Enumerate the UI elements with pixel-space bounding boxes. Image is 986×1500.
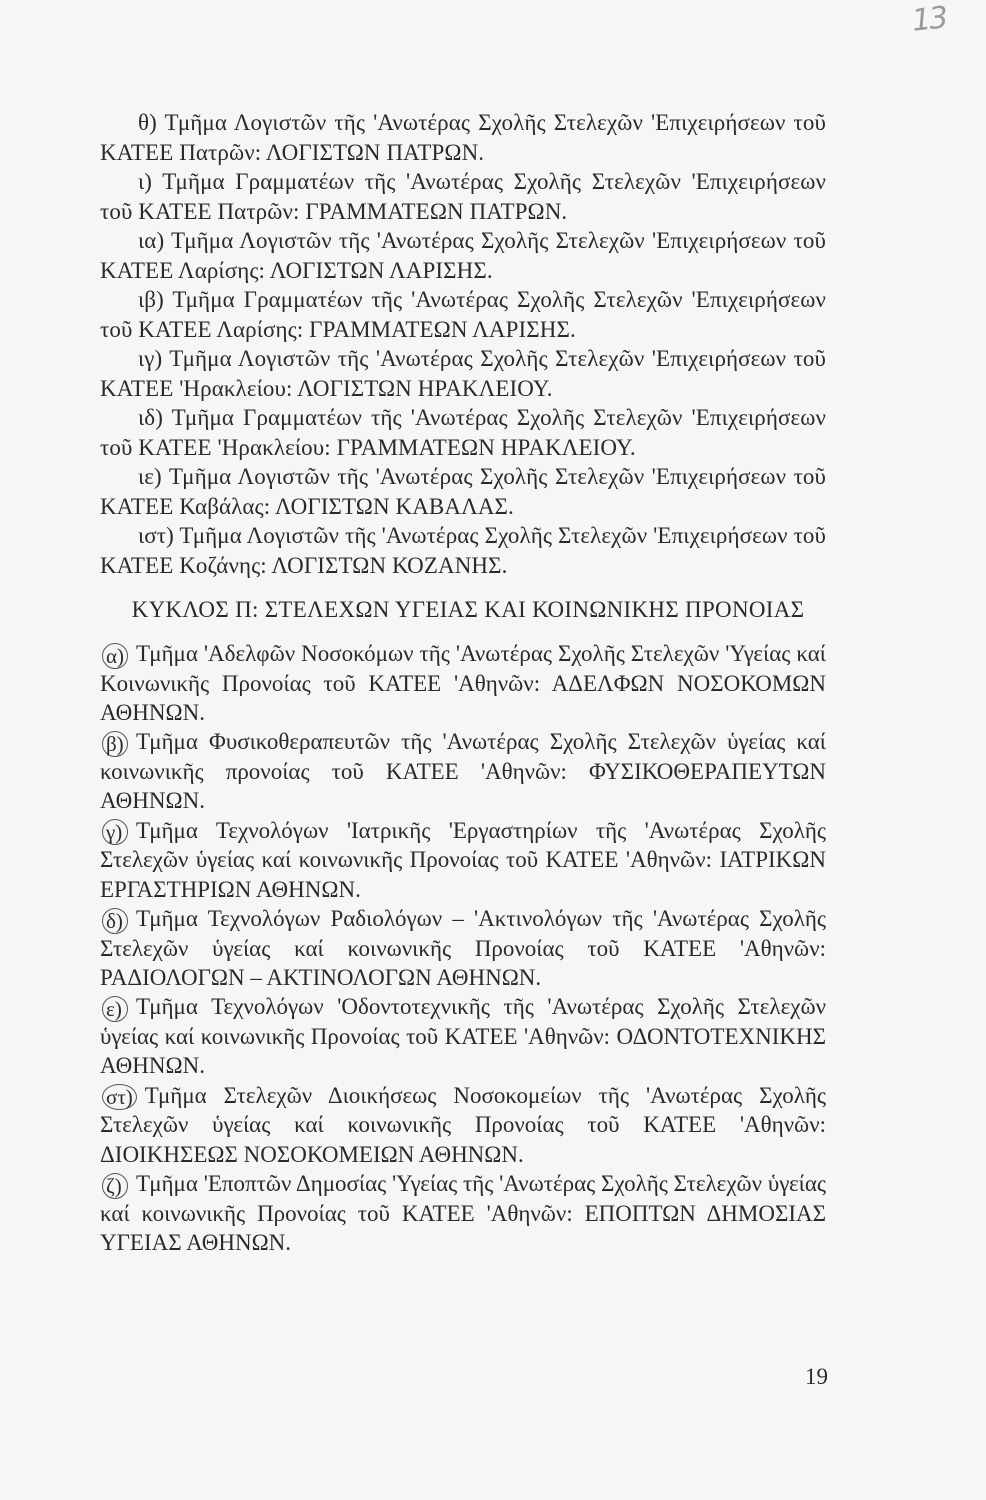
list-item: ιε) Τμῆμα Λογιστῶν τῆς 'Ανωτέρας Σχολῆς Στελεχῶν 'Επιχειρήσεων τοῦ ΚΑΤΕΕ Καβάλας: ΛΟΓΙΣΤΩΝ ΚΑΒΑΛΑΣ. — [100, 464, 826, 519]
circled-list-item — [100, 904, 826, 992]
list-item: ιγ) Τμῆμα Λογιστῶν τῆς 'Ανωτέρας Σχολῆς Στελεχῶν 'Επιχειρήσεων τοῦ ΚΑΤΕΕ 'Ηρακλείου: ΛΟΓΙΣΤΩΝ ΗΡΑΚΛΕΙΟΥ. — [100, 346, 826, 401]
list-item: ιστ) Τμῆμα Λογιστῶν τῆς 'Ανωτέρας Σχολῆς Στελεχῶν 'Επιχειρήσεων τοῦ ΚΑΤΕΕ Κοζάνης: ΛΟΓΙΣΤΩΝ ΚΟΖΑΝΗΣ. — [100, 523, 826, 578]
circled-list-item — [100, 1169, 826, 1257]
list-item-text: Τμῆμα 'Εποπτῶν Δημοσίας 'Υγείας τῆς 'Ανωτέρας Σχολῆς Στελεχῶν ὑγείας καί κοινωνικῆς Προνοίας τοῦ ΚΑΤΕΕ 'Αθηνῶν: ΕΠΟΠΤΩΝ ΔΗΜΟΣΙΑΣ ΥΓΕΙΑΣ ΑΘΗΝΩΝ. — [100, 1170, 826, 1255]
list-item: θ) Τμῆμα Λογιστῶν τῆς 'Ανωτέρας Σχολῆς Στελεχῶν 'Επιχειρήσεων τοῦ ΚΑΤΕΕ Πατρῶν: ΛΟΓΙΣΤΩΝ ΠΑΤΡΩΝ. — [100, 110, 826, 165]
list-item: ια) Τμῆμα Λογιστῶν τῆς 'Ανωτέρας Σχολῆς Στελεχῶν 'Επιχειρήσεων τοῦ ΚΑΤΕΕ Λαρίσης: ΛΟΓΙΣΤΩΝ ΛΑΡΙΣΗΣ. — [100, 228, 826, 283]
circled-marker: ζ) — [102, 1173, 128, 1199]
circled-marker: στ) — [102, 1084, 137, 1110]
handwritten-page-mark: 13 — [910, 0, 948, 39]
list-item: ι) Τμῆμα Γραμματέων τῆς 'Ανωτέρας Σχολῆς Στελεχῶν 'Επιχειρήσεων τοῦ ΚΑΤΕΕ Πατρῶν: ΓΡΑΜΜΑΤΕΩΝ ΠΑΤΡΩΝ. — [100, 169, 826, 224]
list-item-text: Τμῆμα Στελεχῶν Διοικήσεως Νοσοκομείων τῆς 'Ανωτέρας Σχολῆς Στελεχῶν ὑγείας καί κοινωνικῆς Προνοίας τοῦ ΚΑΤΕΕ 'Αθηνῶν: ΔΙΟΙΚΗΣΕΩΣ ΝΟΣΟΚΟΜΕΙΩΝ ΑΘΗΝΩΝ. — [100, 1082, 826, 1167]
list-item-text: Τμῆμα Φυσικοθεραπευτῶν τῆς 'Ανωτέρας Σχολῆς Στελεχῶν ὑγείας καί κοινωνικῆς προνοίας τοῦ ΚΑΤΕΕ 'Αθηνῶν: ΦΥΣΙΚΟΘΕΡΑΠΕΥΤΩΝ ΑΘΗΝΩΝ. — [100, 729, 826, 814]
page-number: 19 — [805, 1364, 828, 1389]
list-item: ιδ) Τμῆμα Γραμματέων τῆς 'Ανωτέρας Σχολῆς Στελεχῶν 'Επιχειρήσεων τοῦ ΚΑΤΕΕ 'Ηρακλείου: ΓΡΑΜΜΑΤΕΩΝ ΗΡΑΚΛΕΙΟΥ. — [100, 405, 826, 460]
circled-list-item — [100, 639, 826, 727]
section-heading: ΚΥΚΛΟΣ Π: ΣΤΕΛΕΧΩΝ ΥΓΕΙΑΣ ΚΑΙ ΚΟΙΝΩΝΙΚΗΣ ΠΡΟΝΟΙΑΣ — [131, 597, 805, 622]
circled-list-item — [100, 1081, 826, 1169]
list-item-text: Τμῆμα Τεχνολόγων 'Ιατρικῆς 'Εργαστηρίων τῆς 'Ανωτέρας Σχολῆς Στελεχῶν ὑγείας καί κοινωνικῆς Προνοίας τοῦ ΚΑΤΕΕ 'Αθηνῶν: ΙΑΤΡΙΚΩΝ ΕΡΓΑΣΤΗΡΙΩΝ ΑΘΗΝΩΝ. — [100, 817, 826, 902]
circled-marker: ε) — [102, 996, 128, 1022]
circled-marker: γ) — [102, 819, 128, 845]
document-body — [100, 108, 826, 1257]
list-item-text: Τμῆμα 'Αδελφῶν Νοσοκόμων τῆς 'Ανωτέρας Σχολῆς Στελεχῶν 'Υγείας καί Κοινωνικῆς Προνοίας τοῦ ΚΑΤΕΕ 'Αθηνῶν: ΑΔΕΛΦΩΝ ΝΟΣΟΚΟΜΩΝ ΑΘΗΝΩΝ. — [100, 641, 826, 726]
list-item-text: Τμῆμα Τεχνολόγων Ραδιολόγων – 'Ακτινολόγων τῆς 'Ανωτέρας Σχολῆς Στελεχῶν ὑγείας καί κοινωνικῆς Προνοίας τοῦ ΚΑΤΕΕ 'Αθηνῶν: ΡΑΔΙΟΛΟΓΩΝ – ΑΚΤΙΝΟΛΟΓΩΝ ΑΘΗΝΩΝ. — [100, 905, 826, 990]
circled-marker: δ) — [102, 908, 128, 934]
circled-list-item — [100, 992, 826, 1080]
circled-marker: α) — [102, 643, 128, 669]
circled-list-item — [100, 816, 826, 904]
list-item: ιβ) Τμῆμα Γραμματέων τῆς 'Ανωτέρας Σχολῆς Στελεχῶν 'Επιχειρήσεων τοῦ ΚΑΤΕΕ Λαρίσης: ΓΡΑΜΜΑΤΕΩΝ ΛΑΡΙΣΗΣ. — [100, 287, 826, 342]
list-item-text: Τμῆμα Τεχνολόγων 'Οδοντοτεχνικῆς τῆς 'Ανωτέρας Σχολῆς Στελεχῶν ὑγείας καί κοινωνικῆς Προνοίας τοῦ ΚΑΤΕΕ 'Αθηνῶν: ΟΔΟΝΤΟΤΕΧΝΙΚΗΣ ΑΘΗΝΩΝ. — [100, 994, 826, 1079]
circled-marker: β) — [102, 731, 128, 757]
circled-list-item — [100, 727, 826, 815]
